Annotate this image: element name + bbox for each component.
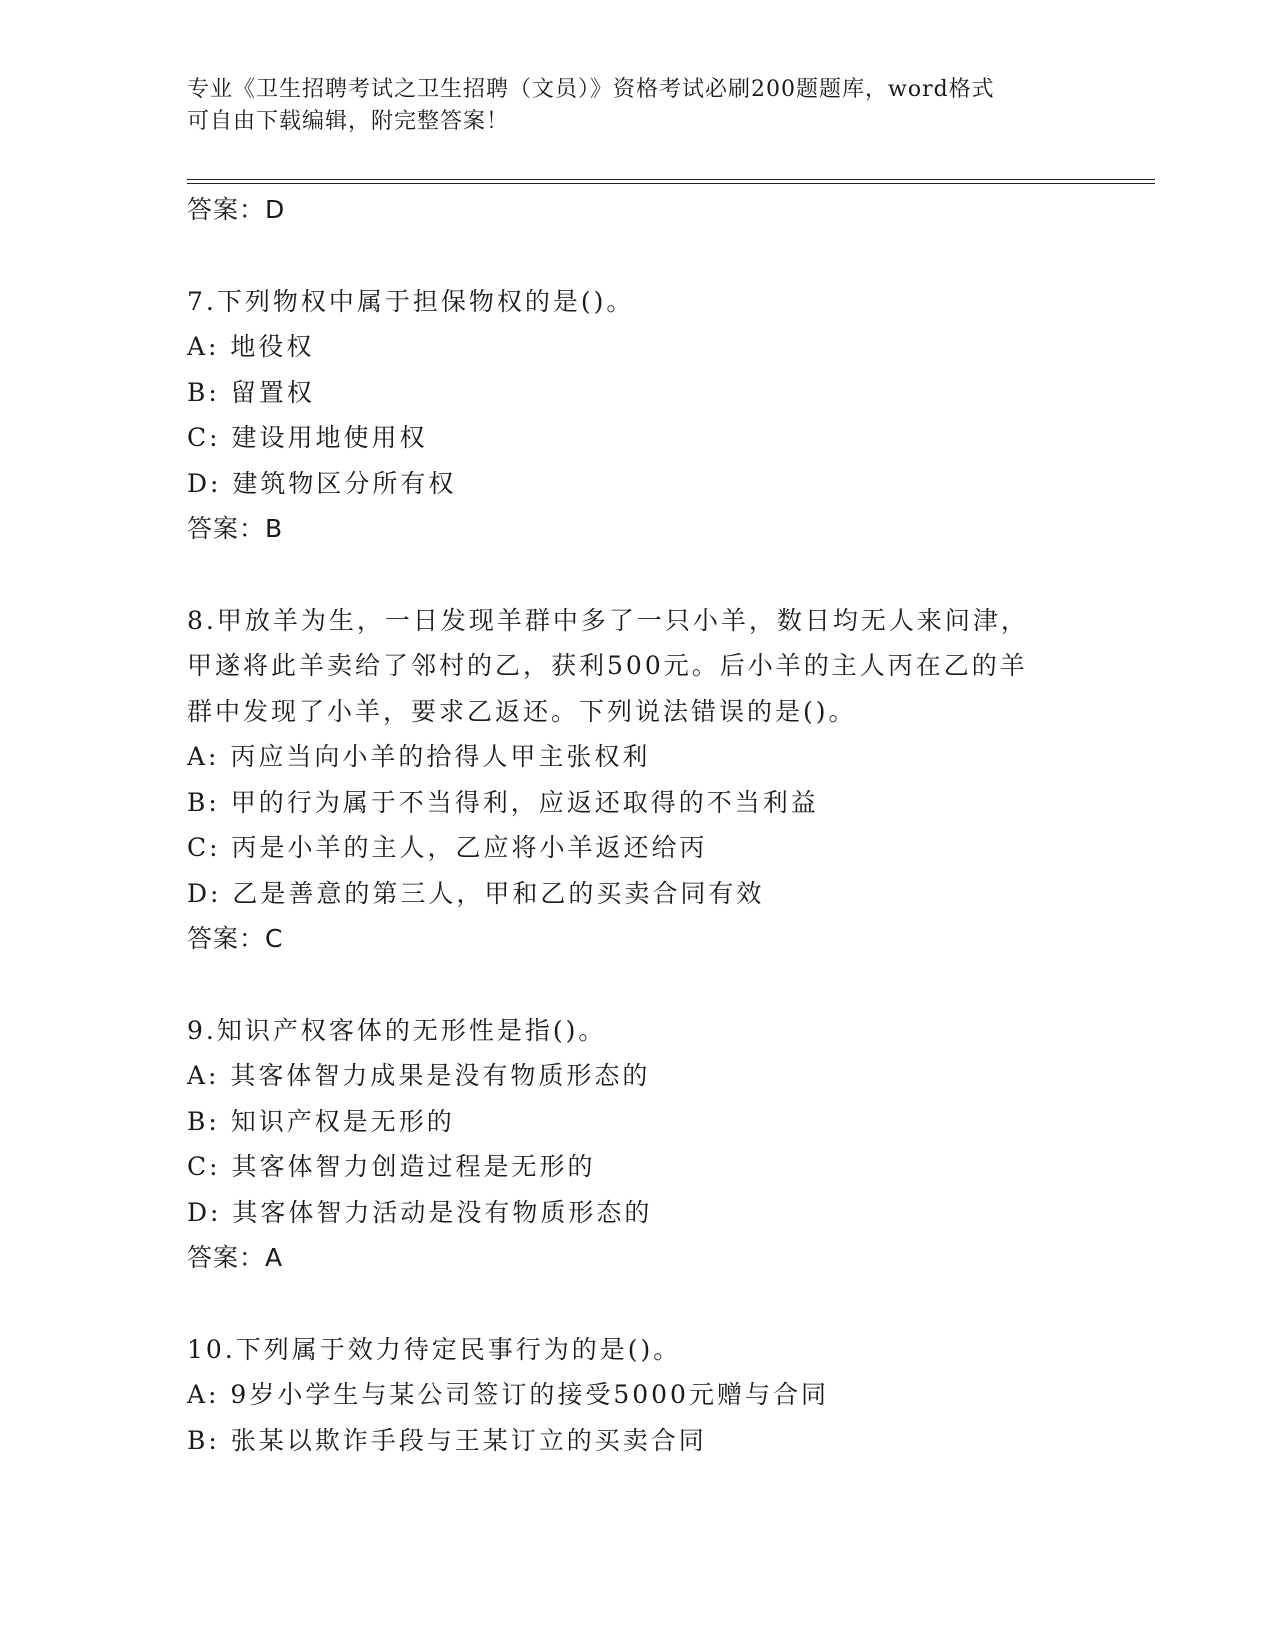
answer-line: 答案：A bbox=[187, 1243, 284, 1272]
option-d: D: 其客体智力活动是没有物质形态的 bbox=[187, 1197, 653, 1227]
question-stem: 群中发现了小羊，要求乙返还。下列说法错误的是()。 bbox=[187, 696, 857, 726]
answer-line: 答案：D bbox=[187, 195, 286, 224]
option-c: C: 丙是小羊的主人，乙应将小羊返还给丙 bbox=[187, 833, 708, 862]
question-stem: 8.甲放羊为生，一日发现羊群中多了一只小羊，数日均无人来问津， bbox=[187, 605, 1029, 635]
option-b: B: 张某以欺诈手段与王某订立的买卖合同 bbox=[187, 1425, 707, 1455]
question-stem: 10.下列属于效力待定民事行为的是()。 bbox=[187, 1334, 682, 1364]
answer-line: 答案：B bbox=[187, 514, 284, 543]
question-7 bbox=[187, 279, 1147, 552]
question-9 bbox=[187, 1008, 1147, 1281]
option-a: A: 地役权 bbox=[187, 332, 315, 361]
option-a: A: 其客体智力成果是没有物质形态的 bbox=[187, 1061, 651, 1090]
option-c: C: 建设用地使用权 bbox=[187, 423, 428, 452]
header-title-line-2: 可自由下载编辑，附完整答案！ bbox=[187, 109, 510, 134]
document-header bbox=[187, 74, 1067, 138]
option-d: D: 乙是善意的第三人，甲和乙的买卖合同有效 bbox=[187, 878, 765, 908]
option-b: B: 知识产权是无形的 bbox=[187, 1106, 455, 1136]
question-stem: 甲遂将此羊卖给了邻村的乙，获利500元。后小羊的主人丙在乙的羊 bbox=[187, 651, 1028, 680]
option-a: A: 丙应当向小羊的拾得人甲主张权利 bbox=[187, 742, 651, 771]
header-title-line-1: 专业《卫生招聘考试之卫生招聘（文员）》资格考试必刷200题题库，word格式 bbox=[187, 77, 995, 102]
option-b: B: 甲的行为属于不当得利，应返还取得的不当利益 bbox=[187, 787, 819, 817]
option-d: D: 建筑物区分所有权 bbox=[187, 468, 457, 498]
question-stem: 9.知识产权客体的无形性是指()。 bbox=[187, 1015, 607, 1045]
answer-line: 答案：C bbox=[187, 924, 284, 953]
question-8 bbox=[187, 598, 1147, 962]
option-c: C: 其客体智力创造过程是无形的 bbox=[187, 1152, 596, 1181]
question-10 bbox=[187, 1327, 1147, 1464]
header-divider-top bbox=[187, 179, 1155, 180]
header-divider-bottom bbox=[187, 183, 1155, 184]
question-stem: 7.下列物权中属于担保物权的是()。 bbox=[187, 286, 635, 316]
question-list bbox=[187, 187, 1147, 1463]
option-b: B: 留置权 bbox=[187, 377, 315, 407]
option-a: A: 9岁小学生与某公司签订的接受5000元赠与合同 bbox=[187, 1380, 829, 1409]
